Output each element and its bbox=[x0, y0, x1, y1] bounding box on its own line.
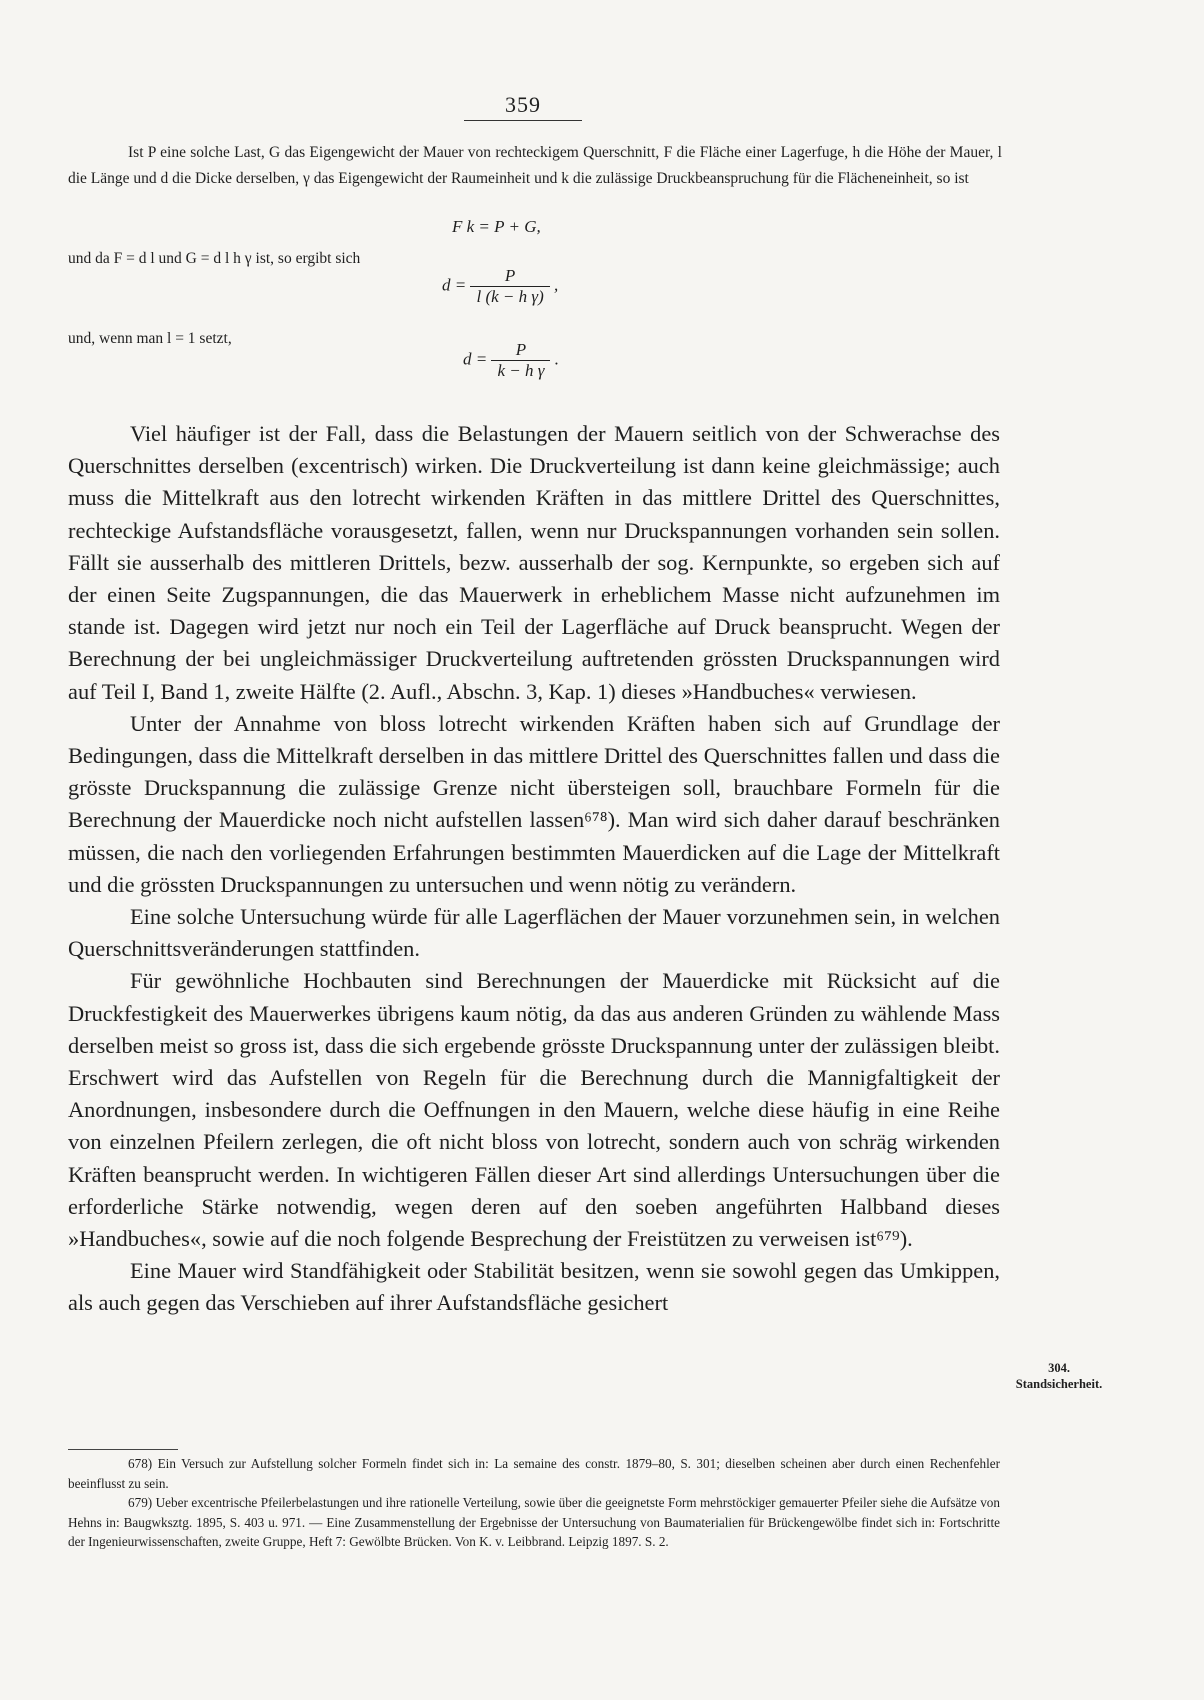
margin-note-number: 304. bbox=[1048, 1361, 1070, 1375]
formula-3-fraction bbox=[491, 340, 550, 381]
formula-2-fraction bbox=[470, 266, 549, 307]
page-number: 359 bbox=[464, 92, 582, 121]
paragraph-formulas: Unter der Annahme von bloss lotrecht wirkenden Kräften haben sich auf Grundlage der Bedingungen, dass die Mittelkraft derselben in das mittlere Drittel des Querschnittes fallen und dass die grösste Druckspannung die zulässige Grenze nicht übersteigen soll, brauchbare Formeln für die Berechnung der Mauerdicke noch nicht aufstellen lassen⁶⁷⁸). Man wird sich daher darauf beschränken müssen, die nach den vorliegenden Erfahrungen bestimmten Mauerdicken auf die Lage der Mittelkraft und die grössten Druckspannungen zu untersuchen und wenn nötig zu verändern. bbox=[68, 710, 1000, 897]
paragraph-stability: Eine Mauer wird Standfähigkeit oder Stabilität besitzen, wenn sie sowohl gegen das Umkippen, als auch gegen das Verschieben auf ihrer Aufstandsfläche gesichert bbox=[68, 1258, 1000, 1316]
substitution-line: und, wenn man l = 1 setzt, bbox=[68, 330, 232, 347]
intro-paragraph: Ist P eine solche Last, G das Eigengewicht der Mauer von rechteckigem Querschnitt, F die Fläche einer Lagerfuge, h die Höhe der Mauer, l die Länge und d die Dicke derselben, γ das Eigengewicht der Raumeinheit und k die zulässige Druckbeanspruchung für die Flächeneinheit, so ist bbox=[68, 144, 1002, 187]
formula-2 bbox=[442, 266, 558, 307]
formula-intro-line: und da F = d l und G = d l h γ ist, so ergibt sich bbox=[68, 250, 361, 267]
formula-1: F k = P + G, bbox=[452, 217, 541, 236]
paragraph-excentric-load: Viel häufiger ist der Fall, dass die Belastungen der Mauern seitlich von der Schwerachse des Querschnittes derselben (excentrisch) wirken. Die Druckverteilung ist dann keine gleichmässige; auch muss die Mittelkraft aus den lotrecht wirkenden Kräften in das mittlere Drittel des Querschnittes, rechteckige Aufstandsfläche vorausgesetzt, fallen, wenn nur Druckspannungen vorhanden sein sollen. Fällt sie ausserhalb des mittleren Drittels, bezw. ausserhalb der sog. Kernpunkte, so ergeben sich auf der einen Seite Zugspannungen, die das Mauerwerk in erheblichem Masse nicht aufzunehmen im stande ist. Dagegen wird jetzt nur noch ein Teil der Lagerfläche auf Druck beansprucht. Wegen der Berechnung der bei ungleichmässiger Druckverteilung auftretenden grössten Druckspannungen wird auf Teil I, Band 1, zweite Hälfte (2. Aufl., Abschn. 3, Kap. 1) dieses »Handbuches« verwiesen. bbox=[68, 421, 1000, 704]
formula-3 bbox=[463, 340, 559, 381]
formula-3-lhs: d = bbox=[463, 349, 488, 369]
margin-note-label: Standsicherheit. bbox=[1015, 1377, 1103, 1391]
paragraph-high-buildings: Für gewöhnliche Hochbauten sind Berechnungen der Mauerdicke mit Rücksicht auf die Druckfestigkeit des Mauerwerkes übrigens kaum nötig, da das aus anderen Gründen zu wählende Mass derselben meist so gross ist, dass die sich ergebende grösste Druckspannung unter der zulässigen bleibt. Erschwert wird das Aufstellen von Regeln für die Berechnung durch die Mannigfaltigkeit der Anordnungen, insbesondere durch die Oeffnungen in den Mauern, welche diese häufig in eine Reihe von einzelnen Pfeilern zerlegen, die oft nicht bloss von lotrecht, sondern auch von schräg wirkenden Kräften beansprucht werden. In wichtigeren Fällen dieser Art sind allerdings Untersuchungen über die erforderliche Stärke notwendig, wegen deren auf den soeben angeführten Halbband dieses »Handbuches«, sowie auf die noch folgende Besprechung der Freistützen zu verweisen ist⁶⁷⁹). bbox=[68, 968, 1000, 1252]
formula-3-denominator: k − h γ bbox=[491, 360, 550, 381]
footnote-rule bbox=[68, 1449, 178, 1450]
formula-2-lhs: d = bbox=[442, 275, 467, 295]
formula-3-numerator: P bbox=[515, 340, 527, 359]
footnote-678: 678) Ein Versuch zur Aufstellung solcher Formeln findet sich in: La semaine des constr. 1879–80, S. 301; dieselben scheinen aber durch einen Rechenfehler beeinflusst zu sein. bbox=[68, 1456, 1000, 1491]
formula-3-tail: . bbox=[554, 349, 559, 369]
formula-2-denominator: l (k − h γ) bbox=[470, 286, 549, 307]
intro-paragraph-block bbox=[68, 140, 1002, 192]
formula-2-tail: , bbox=[554, 275, 559, 295]
formula-2-numerator: P bbox=[504, 266, 516, 285]
footnote-679: 679) Ueber excentrische Pfeilerbelastungen und ihre rationelle Verteilung, sowie über die geeignetste Form mehrstöckiger gemauerter Pfeiler siehe die Aufsätze von Hehns in: Baugwksztg. 1895, S. 403 u. 971. — Eine Zusammenstellung der Ergebnisse der Untersuchung von Baumaterialien für Brückengewölbe findet sich in: Fortschritte der Ingenieurwissenschaften, zweite Gruppe, Heft 7: Gewölbte Brücken. Von K. v. Leibbrand. Leipzig 1897. S. 2. bbox=[68, 1495, 1000, 1549]
footnotes bbox=[68, 1454, 1000, 1552]
paragraph-investigation: Eine solche Untersuchung würde für alle Lagerflächen der Mauer vorzunehmen sein, in welchen Querschnittsveränderungen stattfinden. bbox=[68, 904, 1000, 962]
margin-note bbox=[1004, 1360, 1114, 1392]
main-text bbox=[68, 418, 1000, 1320]
